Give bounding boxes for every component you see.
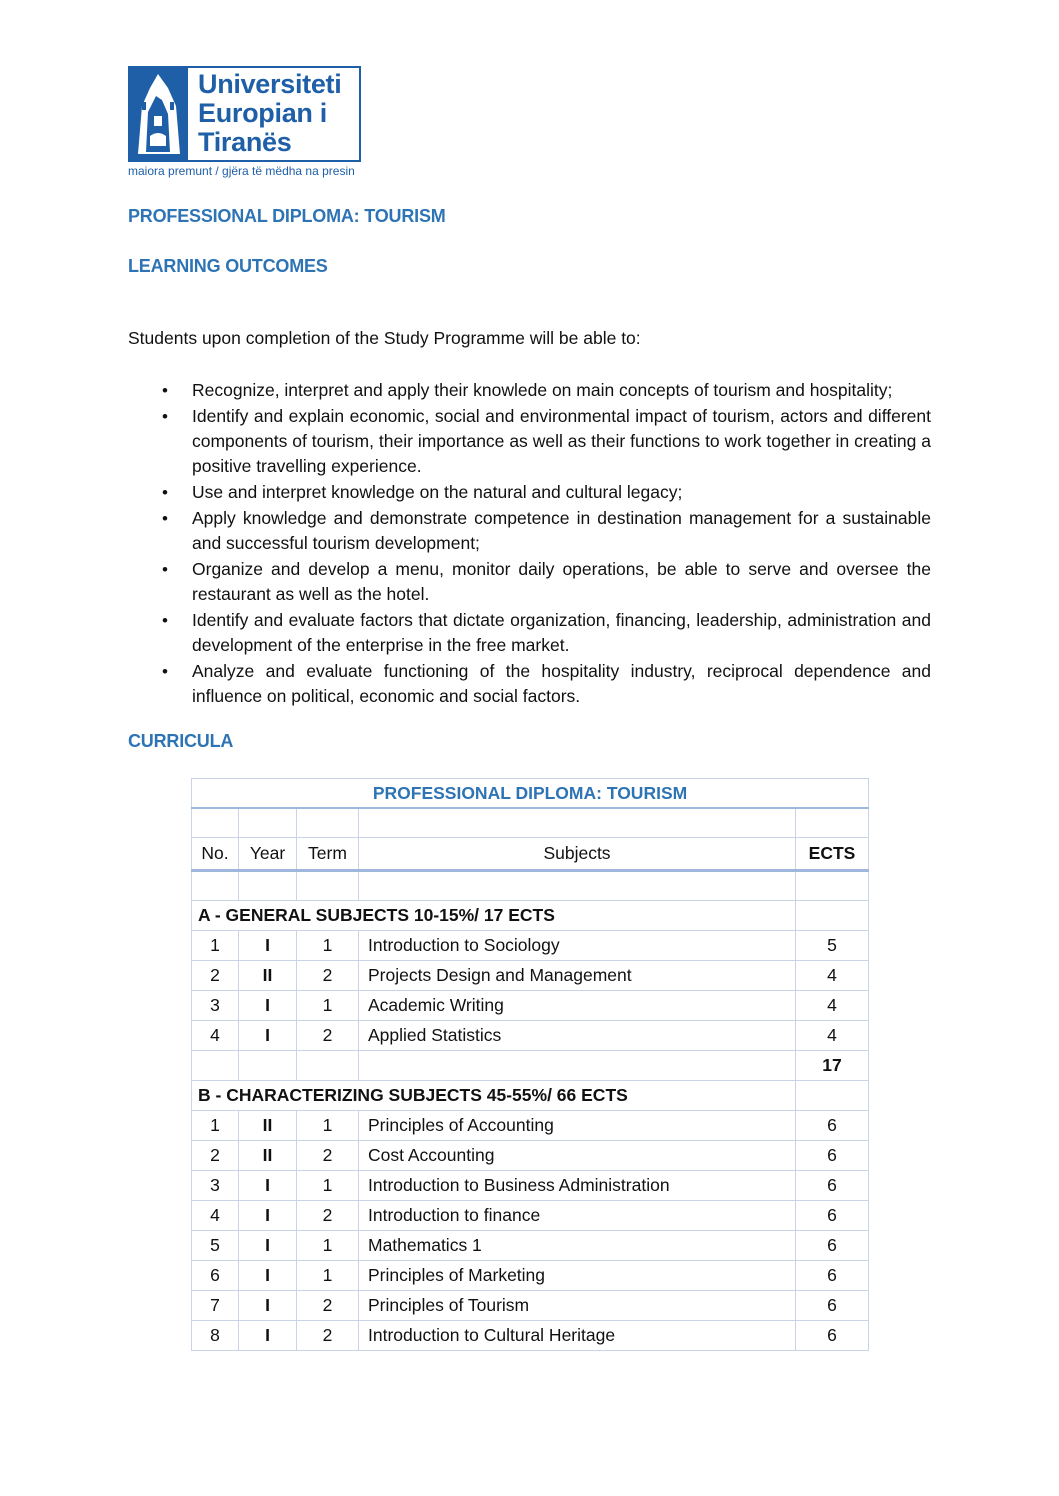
logo-line-3: Tiranës bbox=[198, 127, 292, 157]
cell-subject: Principles of Marketing bbox=[359, 1261, 796, 1291]
cell-term: 2 bbox=[297, 1021, 359, 1051]
cell-year: I bbox=[239, 1321, 297, 1351]
cell-ects: 6 bbox=[796, 1261, 869, 1291]
table-header-row bbox=[192, 838, 869, 871]
learning-outcomes-heading: LEARNING OUTCOMES bbox=[128, 256, 328, 276]
cell-no: 2 bbox=[192, 961, 239, 991]
cell-term: 1 bbox=[297, 1111, 359, 1141]
cell-term: 1 bbox=[297, 931, 359, 961]
table-cell bbox=[359, 871, 796, 901]
outcome-item: • Apply knowledge and demonstrate competence in destination management for a sustainable and successful tourism development; bbox=[128, 506, 931, 556]
section-a-label: A - GENERAL SUBJECTS 10-15%/ 17 ECTS bbox=[192, 901, 796, 931]
cell-term: 1 bbox=[297, 1261, 359, 1291]
table-row bbox=[192, 1261, 869, 1291]
table-cell bbox=[796, 901, 869, 931]
table-row bbox=[192, 961, 869, 991]
header-year: Year bbox=[239, 838, 297, 871]
cell-term: 2 bbox=[297, 1291, 359, 1321]
curricula-heading: CURRICULA bbox=[128, 731, 234, 751]
cell-subject: Cost Accounting bbox=[359, 1141, 796, 1171]
castle-emblem-icon bbox=[128, 66, 188, 162]
table-cell bbox=[796, 871, 869, 901]
cell-no: 7 bbox=[192, 1291, 239, 1321]
outcome-item: • Analyze and evaluate functioning of the hospitality industry, reciprocal dependence and influence on political, economic and social factors. bbox=[128, 659, 931, 709]
logo-line-2: Europian i bbox=[198, 98, 328, 128]
curricula-table bbox=[191, 778, 869, 1351]
cell-year: II bbox=[239, 1111, 297, 1141]
table-cell bbox=[239, 871, 297, 901]
cell-term: 1 bbox=[297, 1231, 359, 1261]
cell-ects: 4 bbox=[796, 1021, 869, 1051]
table-spacer-row bbox=[192, 871, 869, 901]
cell-term: 2 bbox=[297, 1141, 359, 1171]
table-cell bbox=[796, 808, 869, 838]
table-cell bbox=[359, 808, 796, 838]
cell-year: II bbox=[239, 961, 297, 991]
logo-emblem-icon bbox=[128, 66, 188, 162]
cell-subject: Principles of Accounting bbox=[359, 1111, 796, 1141]
cell-term: 2 bbox=[297, 961, 359, 991]
cell-no: 8 bbox=[192, 1321, 239, 1351]
table-row bbox=[192, 991, 869, 1021]
cell-no: 3 bbox=[192, 991, 239, 1021]
table-title: PROFESSIONAL DIPLOMA: TOURISM bbox=[192, 779, 869, 809]
header-subjects: Subjects bbox=[359, 838, 796, 871]
cell-subject: Projects Design and Management bbox=[359, 961, 796, 991]
section-a-total-row bbox=[192, 1051, 869, 1081]
cell-year: I bbox=[239, 1291, 297, 1321]
outcome-item: • Organize and develop a menu, monitor daily operations, be able to serve and oversee the restaurant as well as the hotel. bbox=[128, 557, 931, 607]
cell-year: I bbox=[239, 1021, 297, 1051]
cell-no: 4 bbox=[192, 1201, 239, 1231]
cell-subject: Introduction to Business Administration bbox=[359, 1171, 796, 1201]
table-row bbox=[192, 1111, 869, 1141]
section-b-header bbox=[192, 1081, 869, 1111]
cell-ects: 6 bbox=[796, 1321, 869, 1351]
cell-ects: 6 bbox=[796, 1171, 869, 1201]
cell-term: 1 bbox=[297, 991, 359, 1021]
table-cell bbox=[192, 808, 239, 838]
table-row bbox=[192, 1321, 869, 1351]
table-cell bbox=[239, 1051, 297, 1081]
learning-outcomes-list bbox=[128, 378, 931, 710]
cell-subject: Applied Statistics bbox=[359, 1021, 796, 1051]
cell-ects: 4 bbox=[796, 961, 869, 991]
cell-year: I bbox=[239, 1231, 297, 1261]
university-logo bbox=[128, 66, 362, 180]
cell-ects: 6 bbox=[796, 1291, 869, 1321]
table-row bbox=[192, 1231, 869, 1261]
section-a-total: 17 bbox=[796, 1051, 869, 1081]
outcome-item: • Identify and explain economic, social and environmental impact of tourism, actors and different components of tourism, their importance as well as their functions to work together in creating a positive travelling experience. bbox=[128, 404, 931, 479]
cell-year: I bbox=[239, 1171, 297, 1201]
cell-year: I bbox=[239, 931, 297, 961]
logo-line-1: Universiteti bbox=[198, 69, 342, 99]
table-cell bbox=[359, 1051, 796, 1081]
cell-term: 2 bbox=[297, 1201, 359, 1231]
cell-subject: Academic Writing bbox=[359, 991, 796, 1021]
cell-term: 2 bbox=[297, 1321, 359, 1351]
cell-subject: Introduction to finance bbox=[359, 1201, 796, 1231]
cell-no: 3 bbox=[192, 1171, 239, 1201]
cell-no: 2 bbox=[192, 1141, 239, 1171]
cell-ects: 5 bbox=[796, 931, 869, 961]
intro-text: Students upon completion of the Study Programme will be able to: bbox=[128, 328, 641, 348]
cell-year: I bbox=[239, 991, 297, 1021]
table-cell bbox=[297, 808, 359, 838]
table-cell bbox=[192, 871, 239, 901]
table-row bbox=[192, 1021, 869, 1051]
table-cell bbox=[192, 1051, 239, 1081]
cell-subject: Introduction to Cultural Heritage bbox=[359, 1321, 796, 1351]
cell-ects: 6 bbox=[796, 1111, 869, 1141]
cell-year: I bbox=[239, 1261, 297, 1291]
cell-no: 5 bbox=[192, 1231, 239, 1261]
cell-ects: 4 bbox=[796, 991, 869, 1021]
document-title: PROFESSIONAL DIPLOMA: TOURISM bbox=[128, 206, 446, 226]
cell-ects: 6 bbox=[796, 1231, 869, 1261]
table-row bbox=[192, 1171, 869, 1201]
table-row bbox=[192, 931, 869, 961]
table-cell bbox=[297, 1051, 359, 1081]
table-cell bbox=[796, 1081, 869, 1111]
cell-ects: 6 bbox=[796, 1141, 869, 1171]
outcome-item: • Recognize, interpret and apply their knowlede on main concepts of tourism and hospitality; bbox=[128, 378, 931, 403]
cell-ects: 6 bbox=[796, 1201, 869, 1231]
logo-tagline: maiora premunt / gjëra të mëdha na presin bbox=[128, 164, 355, 178]
cell-term: 1 bbox=[297, 1171, 359, 1201]
cell-no: 6 bbox=[192, 1261, 239, 1291]
table-row bbox=[192, 1141, 869, 1171]
header-term: Term bbox=[297, 838, 359, 871]
section-b-label: B - CHARACTERIZING SUBJECTS 45-55%/ 66 ECTS bbox=[192, 1081, 796, 1111]
logo-wordmark bbox=[198, 70, 341, 157]
table-row bbox=[192, 1201, 869, 1231]
table-cell bbox=[239, 808, 297, 838]
outcome-item: • Use and interpret knowledge on the natural and cultural legacy; bbox=[128, 480, 931, 505]
cell-subject: Mathematics 1 bbox=[359, 1231, 796, 1261]
table-spacer-row bbox=[192, 808, 869, 838]
cell-no: 1 bbox=[192, 931, 239, 961]
cell-no: 1 bbox=[192, 1111, 239, 1141]
section-a-header bbox=[192, 901, 869, 931]
cell-year: II bbox=[239, 1141, 297, 1171]
header-ects: ECTS bbox=[796, 838, 869, 871]
header-no: No. bbox=[192, 838, 239, 871]
cell-subject: Principles of Tourism bbox=[359, 1291, 796, 1321]
table-cell bbox=[297, 871, 359, 901]
cell-year: I bbox=[239, 1201, 297, 1231]
table-row bbox=[192, 1291, 869, 1321]
outcome-item: • Identify and evaluate factors that dictate organization, financing, leadership, administration and development of the enterprise in the free market. bbox=[128, 608, 931, 658]
cell-subject: Introduction to Sociology bbox=[359, 931, 796, 961]
table-title-row bbox=[192, 779, 869, 809]
cell-no: 4 bbox=[192, 1021, 239, 1051]
